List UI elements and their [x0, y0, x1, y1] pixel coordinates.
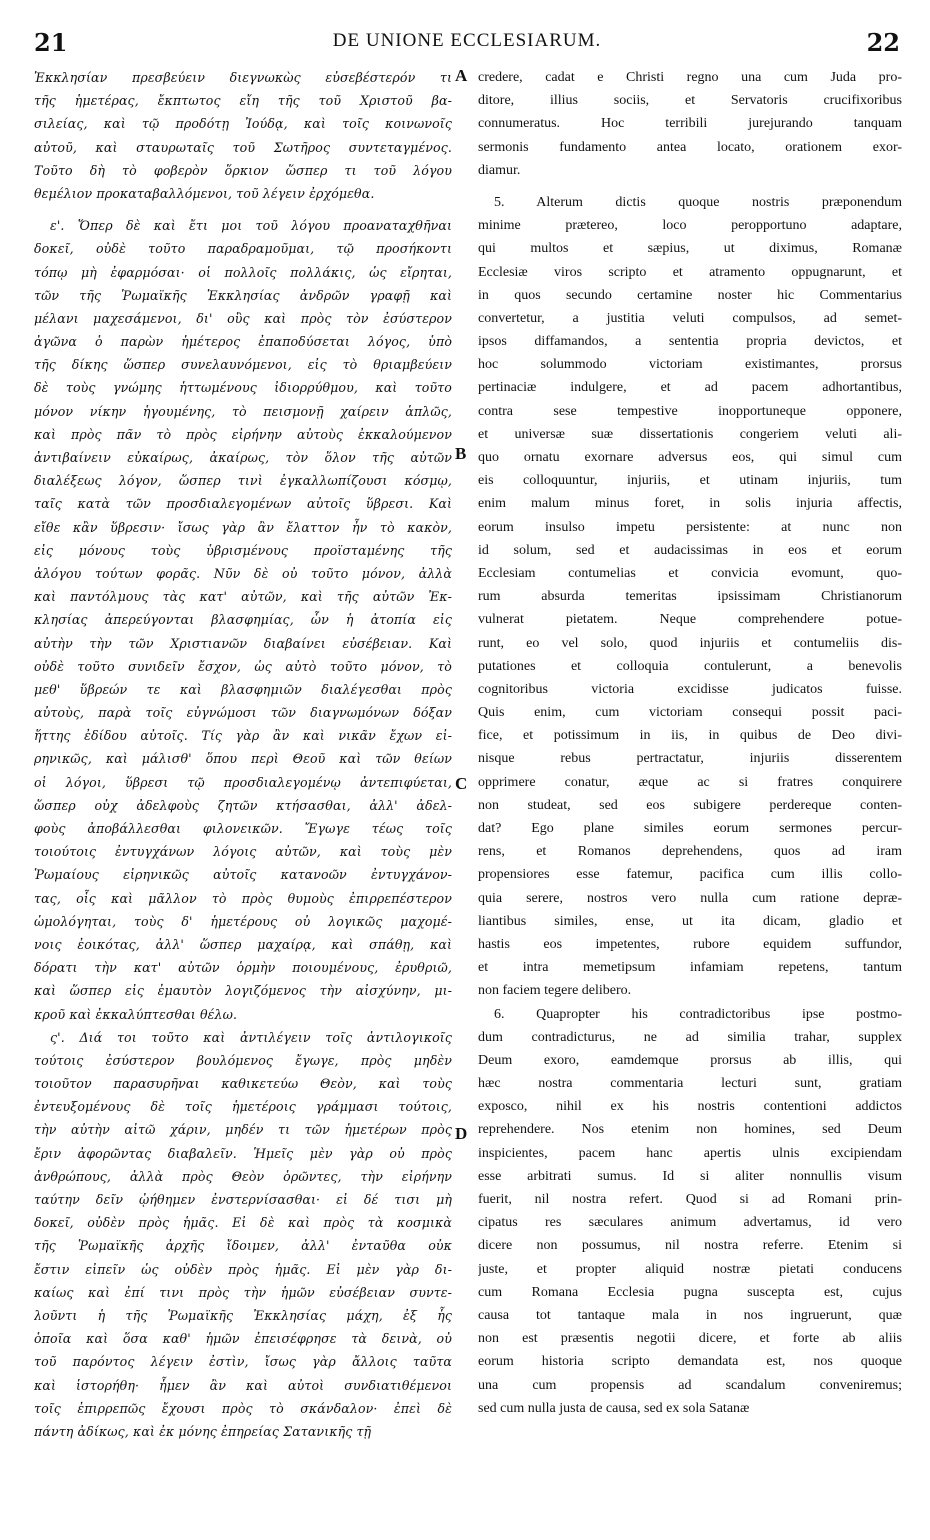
text-line: non faciem tegere delibero.: [478, 983, 632, 999]
text-line: ρηνικῶς, καὶ μάλισθ' ὅπου περὶ Θεοῦ καὶ τῶν θείων: [34, 751, 452, 767]
text-line: hastis eos impetentes, rubore equidem suffundor,: [478, 936, 902, 952]
text-line: σιλείας, καὶ τῷ προδότῃ Ἰούδᾳ, καὶ τοῖς κοινωνοῖς: [34, 116, 452, 132]
text-line: 5. Alterum dictis quoque nostris præponendum: [494, 194, 902, 210]
text-line: ἔριν ἀφορῶντας διαβαλεῖν. Ἡμεῖς μὲν γὰρ οὐ πρὸς: [34, 1145, 452, 1161]
text-line: οὐδὲ τοῦτο συνιδεῖν ἔσχον, ὡς αὐτὸ τοῦτο μόνον, τὸ: [34, 658, 452, 674]
text-line: rum absurda temeritas ipsissimam Christianorum: [478, 589, 902, 605]
text-line: δόρατι τὴν κατ' αὐτῶν ὁρμὴν ποιουμένους, ἐρυθριῶ,: [34, 960, 452, 976]
text-line: vulnerat pietatem. Neque comprehendere potue-: [478, 612, 902, 628]
text-line: αὐτοὺς, παρὰ τοῖς εὐγνώμοσι τῶν διαγνωμόνων δόξαν: [34, 705, 452, 721]
text-line: τῆς δίκης ὥσπερ συνελαυνόμενοι, εἰς τὸ θριαμβεύειν: [34, 357, 452, 373]
text-line: diamur.: [478, 162, 521, 178]
page-number-left: 21: [34, 28, 68, 57]
text-line: fuerit, nil nostra refert. Quod si ad Romani prin-: [478, 1192, 902, 1207]
page-number-right: 22: [866, 28, 900, 57]
text-line: ἀλόγου τούτων φορᾶς. Νῦν δὲ οὐ τοῦτο μόνον, ἀλλὰ: [34, 565, 452, 581]
text-line: reprehendere. Nos etenim non homines, sed Deum: [478, 1122, 902, 1138]
text-line: in quos secundo certamine noster hic Commentarius: [478, 287, 902, 303]
text-line: Quis enim, cum victoriam consequi possit paci-: [478, 705, 902, 721]
text-line: ἐντευξομένους δὲ τοῖς ἡμετέροις γράμμασι τούτοις,: [34, 1099, 452, 1115]
text-line: dum contradicturus, ne ad similia trahar, supplex: [478, 1029, 902, 1045]
text-line: τὴν αὐτὴν αἰτῶ χάριν, μηδέν τι τῶν ἡμετέρων πρὸς: [34, 1122, 452, 1138]
text-line: qui multos et sæpius, ut diximus, Romanæ: [478, 241, 902, 257]
text-line: et universæ suæ dissertationis congeriem veluti ali-: [478, 426, 902, 442]
text-line: Ἐκκλησίαν πρεσβεύειν διεγνωκὼς εὐσεβέστερόν τι: [34, 70, 452, 85]
text-line: φοὺς ἀποβάλλεσθαι φιλονεικῶν. Ἔγωγε τέως τοῖς: [34, 821, 452, 836]
text-line: ipsos diffamandos, a sententia propria devictos, et: [478, 334, 902, 350]
text-line: κλησίας ἀπερεύγονται βλασφημίας, ὧν ἡ ἀτοπία εἰς: [34, 612, 452, 628]
text-line: ὥσπερ οὐχ ἀδελφοὺς ζητῶν κτήσασθαι, ἀλλ' ἀδελ-: [34, 797, 452, 813]
text-line: ε'. Ὅπερ δὲ καὶ ἔτι μοι τοῦ λόγου προαναταχθῆναι: [50, 218, 452, 234]
text-line: eorum historia scripto demandata est, nos quoque: [478, 1354, 902, 1370]
margin-marker-b: B: [455, 444, 467, 463]
text-line: πάντη ἀδίκως, καὶ ἐκ μόνης ἐπηρείας Σατανικῆς τῇ: [34, 1423, 372, 1439]
text-line: fice, et potissimum in iis, in quibus de Deo divi-: [478, 728, 902, 744]
text-line: εἰς μόνους τοὺς ὑβρισμένους προϊσταμένης τῆς: [34, 542, 452, 558]
text-line: 6. Quapropter his contradictoribus ipse postmo-: [494, 1006, 902, 1022]
text-line: una cum propensis ad scandalum conveniremus;: [478, 1377, 902, 1393]
text-line: ἀντιβαίνειν εὐκαίρως, ἀκαίρως, τὸν ὅλον τῆς αὐτῶν: [34, 450, 452, 465]
text-line: διαλέξεως λόγον, ὥσπερ τινὶ ἐγκαλλωπίζουσι κόσμῳ,: [34, 473, 452, 489]
text-line: esse arbitrati sumus. Id si aliter nonnullis visum: [478, 1168, 902, 1184]
text-line: opprimere conatur, æque ac si fratres conquirere: [478, 774, 902, 790]
text-line: juste, et propter aliquid nostræ pietati conducens: [478, 1261, 902, 1277]
text-line: propensiores esse fatemur, pacifica cum illis collo-: [478, 867, 902, 883]
text-line: cipatus res sæculares animum advertamus, id vero: [478, 1215, 902, 1231]
text-line: non est præsentis negotii dicere, et forte ab aliis: [478, 1331, 902, 1347]
text-line: δοκεῖ, οὐδὲν πρὸς ἡμᾶς. Εἰ δὲ καὶ πρὸς τὰ κοσμικὰ: [34, 1215, 452, 1231]
text-line: ἀγῶνα ὁ παρὼν ἡμέτερος ἐπαποδύσεται λόγος, ὑπὸ: [34, 334, 452, 350]
text-line: id solum, sed et audacissimas in eos et eorum: [478, 542, 902, 558]
text-line: non studeat, sed eos subigere perdereque conten-: [478, 797, 902, 813]
text-line: Ecclesiæ viros scripto et atramento oppugnarunt, et: [478, 264, 902, 280]
text-line: καὶ παντόλμους τὰς κατ' αὐτῶν, καὶ τῆς αὐτῶν Ἐκ-: [34, 589, 452, 605]
text-line: οἱ λόγοι, ὕβρεσι τῷ προσδιαλεγομένῳ ἀντεπιφύεται,: [34, 774, 452, 790]
text-line: ς'. Διά τοι τοῦτο καὶ ἀντιλέγειν τοῖς ἀντιλογικοῖς: [50, 1029, 452, 1045]
text-line: αὐτὴν τὴν τῶν Χριστιανῶν διαβαίνει εὐσέβειαν. Καὶ: [34, 635, 452, 651]
text-line: et intra memetipsum infamiam repetens, tantum: [478, 960, 902, 976]
text-line: exposco, nihil ex his nostris contentioni addictos: [478, 1099, 902, 1115]
text-line: τόπῳ μὴ ἐφαρμόσαι· οἱ πολλοῖς πολλάκις, ὡς εἴρηται,: [34, 264, 452, 280]
text-line: θεμέλιον προκαταβαλλόμενοι, τοῦ λέγειν ἐρχόμεθα.: [34, 185, 375, 201]
text-line: λοῦντι ἡ τῆς Ῥωμαϊκῆς Ἐκκλησίας μάχη, ἐξ ἧς: [34, 1307, 452, 1323]
text-line: μεθ' ὕβρεών τε καὶ βλασφημιῶν διαλέγεσθαι πρὸς: [34, 681, 452, 697]
text-line: Ῥωμαίους εἰρηνικῶς αὐτοῖς κατανοῶν ἐντυγχάνον-: [34, 867, 452, 883]
text-line: causa tot tantaque mala in nos ingruerunt, quæ: [478, 1307, 902, 1323]
greek-column: [34, 66, 452, 1443]
text-line: convertetur, a justitia veluti compulsos, ad semet-: [478, 310, 902, 326]
text-line: hæc nostra commentaria lecturi sunt, gratiam: [478, 1076, 902, 1092]
page-header: [34, 28, 900, 62]
text-line: τοιοῦτον παρασυρῆναι καθικετεύω Θεὸν, καὶ τοὺς: [34, 1076, 452, 1092]
text-line: eis colloquuntur, injuriis, et utinam injuriis, tum: [478, 473, 902, 489]
text-line: sed cum nulla justa de causa, sed ex sola Satanæ: [478, 1400, 750, 1416]
text-line: κροῦ καὶ ἐκκαλύπτεσθαι θέλω.: [34, 1006, 238, 1022]
text-line: αὐτοῦ, καὶ σταυρωταῖς τοῦ Σωτῆρος συντεταγμένος.: [34, 139, 452, 155]
text-line: sermonis fundamento antea locato, orationem exor-: [478, 139, 902, 155]
text-line: connumeratus. Hoc terribili jurejurando tanquam: [478, 116, 902, 132]
text-line: credere, cadat e Christi regno una cum Juda pro-: [478, 70, 902, 85]
text-line: Ecclesiam contumelias et convicia evomunt, quo-: [478, 565, 902, 581]
text-line: liantibus similes, ense, ut ita dicam, gladio et: [478, 913, 902, 929]
text-line: δὲ τοὺς γνώμης ἡττωμένους ἰδιορρύθμου, καὶ τοῦτο: [34, 380, 452, 396]
text-line: ἔστιν εἰπεῖν ὡς οὐδὲν πρὸς ἡμᾶς. Εἰ μὲν γὰρ δι-: [34, 1261, 452, 1277]
text-line: εἴθε κἂν ὕβρεσιν· ἴσως γὰρ ἂν ἔλαττον ἦν τὸ κακὸν,: [34, 519, 452, 535]
text-line: Τοῦτο δὴ τὸ φοβερὸν ὅρκιον ὥσπερ τι τοῦ λόγου: [34, 162, 452, 178]
text-line: cognitoribus victoria excidisse judicatos fuisse.: [478, 681, 902, 697]
text-line: cum Romana Ecclesia pugna suscepta est, cujus: [478, 1284, 902, 1300]
text-line: τας, οἷς καὶ μᾶλλον τὸ πρὸς θυμοὺς ἐπιρρεπέστερον: [34, 890, 452, 906]
text-line: τῶν τῆς Ῥωμαϊκῆς Ἐκκλησίας ἀνδρῶν γραφῇ καὶ: [34, 287, 452, 303]
text-line: runt, eo vel solo, quod injuriis et contumeliis dis-: [478, 635, 902, 651]
text-line: Deum exoro, eamdemque prorsus ab illis, qui: [478, 1052, 902, 1068]
text-line: contra sese tempestive inopportuneque opponere,: [478, 403, 902, 419]
text-line: quo ornatu exornare adversus eos, qui simul cum: [478, 450, 902, 465]
text-line: τοῖς ἐπιρρεπῶς ἔχουσι πρὸς τὸ σκάνδαλον· ἐπεὶ δὲ: [34, 1400, 452, 1416]
text-line: pertinaciæ indulgere, et ad pacem adhortantibus,: [478, 380, 902, 396]
text-line: rens, et Romanos deprehendens, quos ad iram: [478, 844, 902, 860]
text-line: τῆς Ῥωμαϊκῆς ἀρχῆς ἴδοιμεν, ἀλλ' ἐνταῦθα οὐκ: [34, 1238, 452, 1254]
text-line: ἀνθρώπους, ἀλλὰ πρὸς Θεὸν ὁρῶντες, τὴν εἰρήνην: [34, 1168, 452, 1184]
text-line: ἥττης ἐδίδου αὐτοῖς. Τίς γὰρ ἂν καὶ νικᾶν ἔχων εἰ-: [34, 728, 452, 744]
text-line: putationes et colloquia contulerunt, a benevolis: [478, 658, 902, 674]
text-line: hoc solummodo victoriam existimantes, prorsus: [478, 357, 902, 373]
margin-marker-c: C: [455, 774, 468, 793]
text-line: νοις ἐοικότας, ἀλλ' ὥσπερ μαχαίρᾳ, καὶ σπάθῃ, καὶ: [34, 936, 452, 952]
latin-column: [478, 66, 902, 1420]
text-line: enim malum minus foret, in solis injuria affectis,: [478, 496, 902, 512]
text-line: ταῖς κατὰ τῶν προσδιαλεγομένων αὐτοῖς ὕβρεσι. Καὶ: [34, 496, 452, 512]
text-line: μέλανι μαχεσάμενοι, δι' οὓς καὶ πρὸς τὸν ἐσύστερον: [34, 310, 452, 326]
text-line: καὶ ἱστορήθη· ἧμεν ἂν καὶ αὐτοὶ συνδιατιθέμενοι: [34, 1377, 452, 1393]
text-line: quia serere, nostros vero nulla cum ratione depræ-: [478, 890, 902, 906]
running-title: DE UNIONE ECCLESIARUM.: [332, 30, 602, 51]
text-line: τοιούτοις ἐντυγχάνων λόγοις αὐτῶν, καὶ τοὺς μὲν: [34, 844, 452, 860]
text-line: ditore, illius sociis, et Servatoris crucifixoribus: [478, 93, 902, 109]
text-line: καίως καὶ ἐπί τινι πρὸς τὴν ἡμῶν εὐσέβειαν συντε-: [34, 1284, 452, 1300]
text-line: τοῦ παρόντος λέγειν ἐστὶν, ἴσως γὰρ ἄλλοις ταῦτα: [34, 1354, 452, 1370]
text-line: ὡμολόγηται, τοὺς δ' ἡμετέρους οὐ λογικῶς μαχομέ-: [34, 913, 452, 929]
margin-marker-a: A: [455, 66, 468, 85]
text-line: τούτοις ἐσύστερον βουλόμενος ἔγωγε, πρὸς μηδὲν: [34, 1052, 452, 1068]
text-line: eorum insulso impetu persistente: at nunc non: [478, 519, 902, 535]
margin-marker-d: D: [455, 1124, 468, 1143]
text-line: καὶ πρὸς πᾶν τὸ πρὸς εἰρήνην αὐτοὺς ἐκκαλούμενον: [34, 426, 452, 442]
text-line: ὁποῖα καὶ ὅσα καθ' ἡμῶν ἐπεισέφρησε τὰ δεινὰ, οὐ: [34, 1331, 452, 1347]
text-line: μόνον νίκην ἡγουμένης, τὸ πεισμονῇ χαίρειν ἁπλῶς,: [34, 403, 452, 419]
text-line: dat? Ego plane similes eorum sermones percur-: [478, 821, 902, 836]
text-line: ταύτην δεῖν ᾠήθημεν ἐνστερνίσασθαι· εἰ δέ τισι μὴ: [34, 1192, 452, 1207]
text-line: καὶ ὥσπερ εἰς ἐμαυτὸν λογιζόμενος τὴν αἰσχύνην, μι-: [34, 983, 452, 999]
text-line: nisque rebus pertractatur, injuriis disserentem: [478, 751, 902, 767]
text-line: dicere non possumus, nil nostra referre. Etenim si: [478, 1238, 902, 1254]
text-line: minime prætereo, loco peropportuno adaptare,: [478, 218, 902, 234]
text-line: τῆς ἡμετέρας, ἔκπτωτος εἴη τῆς τοῦ Χριστοῦ βα-: [34, 93, 452, 109]
text-line: inspicientes, pacem hanc apertis ulnis excipiendam: [478, 1145, 902, 1161]
text-line: δοκεῖ, οὐδὲ τοῦτο παραδραμοῦμαι, τῷ προσήκοντι: [34, 241, 452, 257]
